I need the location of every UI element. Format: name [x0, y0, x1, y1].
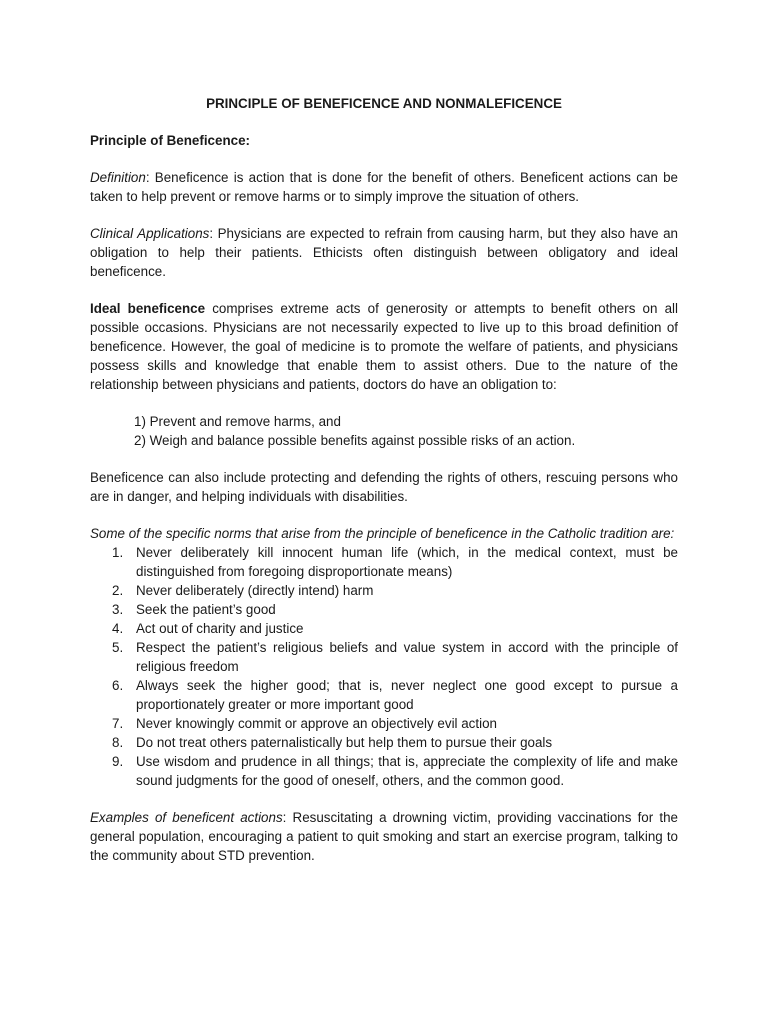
list-number: 7. [112, 716, 124, 731]
document-title: PRINCIPLE OF BENEFICENCE AND NONMALEFICENCE [206, 96, 562, 111]
list-item [90, 581, 678, 600]
list-item [90, 619, 678, 638]
list-item [90, 714, 678, 733]
list-item [90, 752, 678, 790]
list-item: 1) Prevent and remove harms, and [134, 414, 341, 429]
list-text: Seek the patient’s good [136, 602, 276, 617]
definition-label: Definition [90, 170, 146, 185]
list-item [90, 600, 678, 619]
list-text: Never deliberately (directly intend) harm [136, 583, 374, 598]
norms-intro: Some of the specific norms that arise from the principle of beneficence in the Catholic tradition are: [90, 526, 675, 541]
list-item [90, 733, 678, 752]
list-text: Act out of charity and justice [136, 621, 304, 636]
list-text: Do not treat others paternalistically but help them to pursue their goals [136, 735, 553, 750]
definition-paragraph [90, 168, 678, 206]
examples-paragraph [90, 808, 678, 865]
list-item: 2) Weigh and balance possible benefits against possible risks of an action. [134, 433, 576, 448]
list-number: 9. [112, 754, 124, 769]
section-heading: Principle of Beneficence: [90, 133, 250, 148]
definition-text: : Beneficence is action that is done for the benefit of others. Beneficent actions can be taken to help prevent or remove harms or to simply improve the situation of others. [90, 170, 678, 204]
ideal-paragraph [90, 299, 678, 394]
list-number: 6. [112, 678, 124, 693]
list-text: Respect the patient’s religious beliefs and value system in accord with the principle of religious freedom [136, 640, 678, 674]
obligations-list [90, 412, 678, 450]
list-item [90, 543, 678, 581]
list-number: 5. [112, 640, 124, 655]
list-number: 3. [112, 602, 124, 617]
examples-label: Examples of beneficent actions [90, 810, 283, 825]
list-text: Never knowingly commit or approve an objectively evil action [136, 716, 497, 731]
list-text: Use wisdom and prudence in all things; that is, appreciate the complexity of life and make sound judgments for the good of oneself, others, and the common good. [136, 754, 678, 788]
examples-text: : Resuscitating a drowning victim, providing vaccinations for the general population, encouraging a patient to quit smoking and start an exercise program, talking to the community about STD prevention. [90, 810, 678, 863]
document-body [90, 94, 678, 883]
ideal-label: Ideal beneficence [90, 301, 206, 316]
list-item [90, 638, 678, 676]
clinical-label: Clinical Applications [90, 226, 210, 241]
list-text: Always seek the higher good; that is, never neglect one good except to pursue a proportionately greater or more important good [136, 678, 678, 712]
norms-list [90, 543, 678, 790]
list-number: 2. [112, 583, 124, 598]
ideal-text: comprises extreme acts of generosity or attempts to benefit others on all possible occasions. Physicians are not necessarily expected to live up to this broad definition of beneficence. However, the goal of medicine is to promote the welfare of patients, and physicians possess skills and knowledge that enable them to assist others. Due to the nature of the relationship between physicians and patients, doctors do have an obligation to: [90, 301, 678, 392]
list-number: 4. [112, 621, 124, 636]
protecting-paragraph: Beneficence can also include protecting and defending the rights of others, rescuing persons who are in danger, and helping individuals with disabilities. [90, 470, 678, 504]
clinical-paragraph [90, 224, 678, 281]
list-number: 8. [112, 735, 124, 750]
clinical-text: : Physicians are expected to refrain from causing harm, but they also have an obligation to help their patients. Ethicists often distinguish between obligatory and ideal beneficence. [90, 226, 679, 279]
list-item [90, 676, 678, 714]
list-text: Never deliberately kill innocent human life (which, in the medical context, must be distinguished from foregoing disproportionate means) [136, 545, 678, 579]
list-number: 1. [112, 545, 124, 560]
